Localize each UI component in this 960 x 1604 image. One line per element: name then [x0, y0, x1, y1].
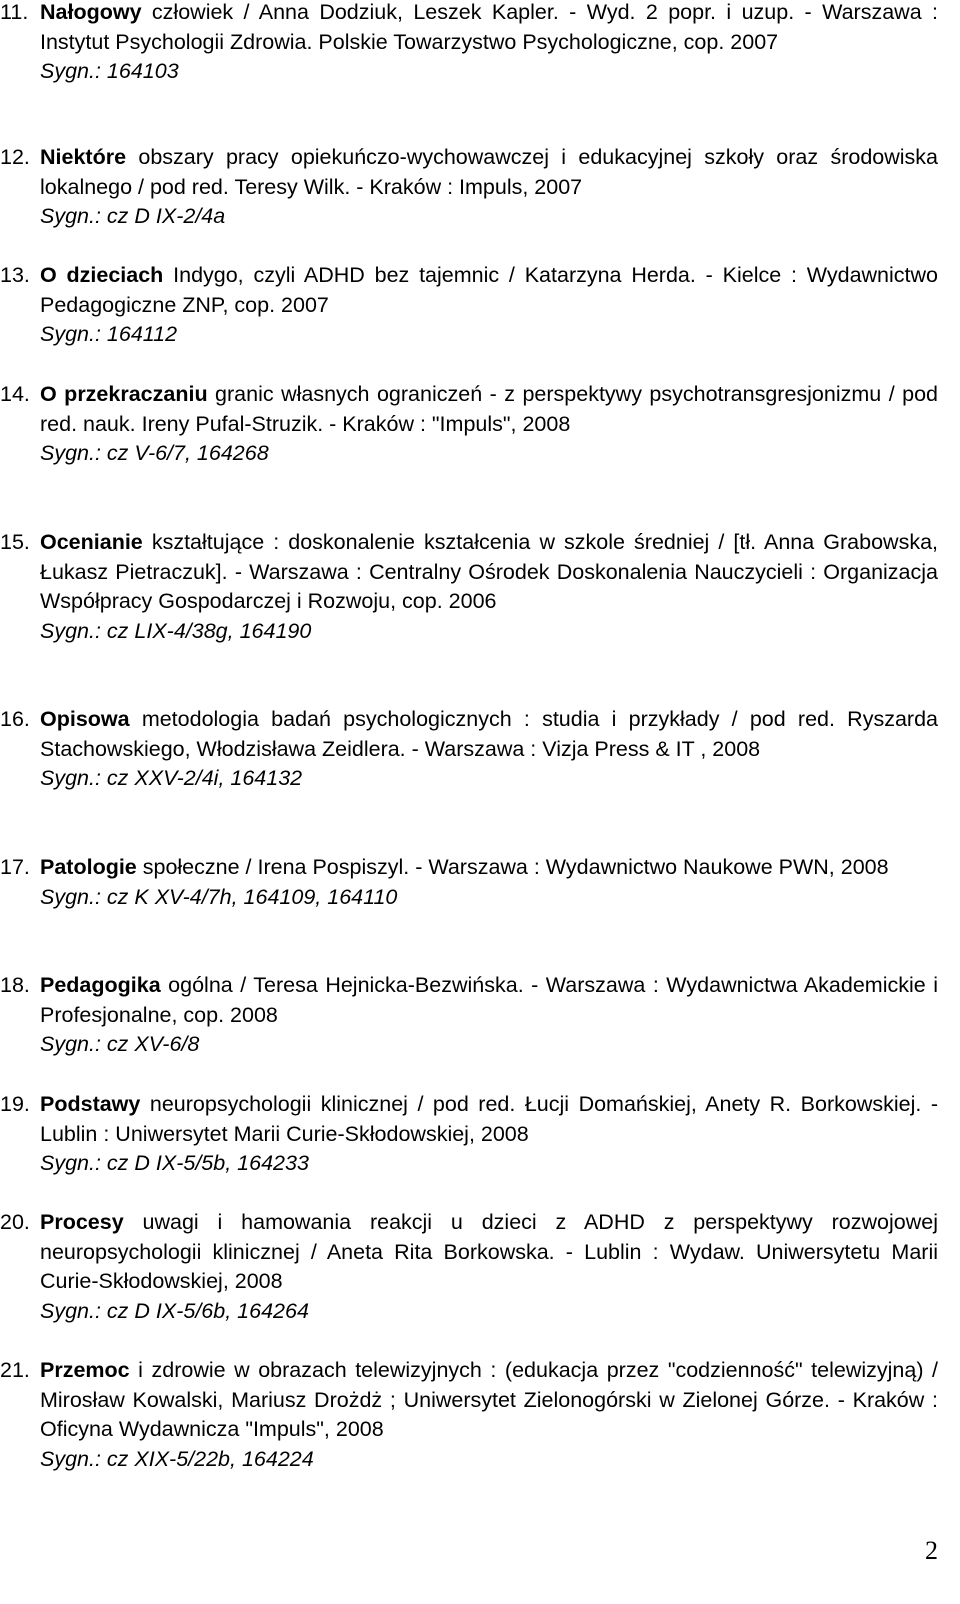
entry-title: Nałogowy [40, 0, 142, 24]
entry-call-number: Sygn.: cz D IX-5/6b, 164264 [40, 1299, 309, 1324]
entry-call-number: Sygn.: cz K XV-4/7h, 164109, 164110 [40, 884, 398, 909]
entry-number: 13. [0, 263, 30, 287]
bibliography-entry-19 [0, 1090, 938, 1179]
entry-number: 11. [0, 0, 29, 24]
entry-text [40, 853, 938, 912]
entry-text [40, 380, 938, 469]
entry-text [40, 705, 938, 794]
entry-title: O przekraczaniu [40, 382, 208, 406]
entry-description: i zdrowie w obrazach telewizyjnych : (edukacja przez "codzienność" telewizyjną) / Mirosław Kowalski, Mariusz Drożdż ; Uniwersytet Zielonogórski w Zielonej Górze. - Kraków : Oficyna Wydawnicza "Impuls", 2008 [40, 1358, 938, 1442]
entry-text [40, 1208, 938, 1327]
entry-number: 15. [0, 530, 30, 554]
entry-number: 19. [0, 1092, 30, 1116]
entry-call-number: Sygn.: cz V-6/7, 164268 [40, 441, 269, 466]
entry-text [40, 1090, 938, 1179]
entry-description: obszary pracy opiekuńczo-wychowawczej i edukacyjnej szkoły oraz środowiska lokalnego / pod red. Teresy Wilk. - Kraków : Impuls, 2007 [40, 145, 938, 199]
bibliography-entry-12 [0, 143, 938, 232]
entry-description: uwagi i hamowania reakcji u dzieci z ADHD z perspektywy rozwojowej neuropsychologii klinicznej / Aneta Rita Borkowska. - Lublin : Wydaw. Uniwersytetu Marii Curie-Skłodowskiej, 2008 [40, 1210, 938, 1294]
entry-description: metodologia badań psychologicznych : studia i przykłady / pod red. Ryszarda Stachowskiego, Włodzisława Zeidlera. - Warszawa : Vizja Press & IT , 2008 [40, 707, 938, 761]
entry-description: Indygo, czyli ADHD bez tajemnic / Katarzyna Herda. - Kielce : Wydawnictwo Pedagogiczne ZNP, cop. 2007 [40, 263, 938, 317]
entry-title: Podstawy [40, 1092, 141, 1116]
bibliography-entry-14 [0, 380, 938, 469]
entry-title: Procesy [40, 1210, 124, 1234]
entry-number: 16. [0, 707, 30, 731]
entry-text [40, 143, 938, 232]
entry-call-number: Sygn.: cz LIX-4/38g, 164190 [40, 619, 312, 644]
entry-text [40, 0, 938, 87]
entry-call-number: Sygn.: 164103 [40, 59, 179, 84]
entry-description: granic własnych ograniczeń - z perspektywy psychotransgresjonizmu / pod red. nauk. Ireny Pufal-Struzik. - Kraków : "Impuls", 2008 [40, 382, 939, 436]
entry-call-number: Sygn.: cz XV-6/8 [40, 1032, 200, 1057]
entry-title: Ocenianie [40, 530, 143, 554]
entry-call-number: Sygn.: cz D IX-5/5b, 164233 [40, 1151, 309, 1176]
entry-number: 20. [0, 1210, 30, 1234]
bibliography-entry-21 [0, 1356, 938, 1475]
entry-number: 12. [0, 145, 30, 169]
entry-title: Patologie [40, 855, 137, 879]
bibliography-entry-16 [0, 705, 938, 794]
entry-description: neuropsychologii klinicznej / pod red. Łucji Domańskiej, Anety R. Borkowskiej. - Lublin : Uniwersytet Marii Curie-Skłodowskiej, 2008 [40, 1092, 938, 1146]
entry-title: Przemoc [40, 1358, 130, 1382]
entry-description: kształtujące : doskonalenie kształcenia w szkole średniej / [tł. Anna Grabowska, Łukasz Pietraczuk]. - Warszawa : Centralny Ośrodek Doskonalenia Nauczycieli : Organizacja Współpracy Gospodarczej i Rozwoju, cop. 2006 [40, 530, 938, 614]
bibliography-entry-11 [0, 0, 938, 87]
entry-number: 17. [0, 855, 30, 879]
entry-description: społeczne / Irena Pospiszyl. - Warszawa : Wydawnictwo Naukowe PWN, 2008 [136, 855, 889, 879]
entry-text [40, 528, 938, 647]
bibliography-entry-18 [0, 971, 938, 1060]
entry-number: 14. [0, 382, 30, 406]
bibliography-entry-15 [0, 528, 938, 647]
entry-title: Opisowa [40, 707, 130, 731]
entry-text [40, 1356, 938, 1475]
entry-number: 21. [0, 1358, 30, 1382]
entry-text [40, 261, 938, 350]
entry-description: człowiek / Anna Dodziuk, Leszek Kapler. - Wyd. 2 popr. i uzup. - Warszawa : Instytut Psychologii Zdrowia. Polskie Towarzystwo Psychologiczne, cop. 2007 [40, 0, 938, 54]
entry-call-number: Sygn.: cz XIX-5/22b, 164224 [40, 1447, 314, 1472]
entry-title: Niektóre [40, 145, 127, 169]
entry-call-number: Sygn.: cz D IX-2/4a [40, 204, 226, 229]
page-number: 2 [925, 1536, 938, 1565]
bibliography-entry-13 [0, 261, 938, 350]
entry-description: ogólna / Teresa Hejnicka-Bezwińska. - Warszawa : Wydawnictwa Akademickie i Profesjonalne, cop. 2008 [40, 973, 938, 1027]
entry-text [40, 971, 938, 1060]
entry-title: O dzieciach [40, 263, 164, 287]
bibliography-entry-17 [0, 853, 938, 912]
entry-call-number: Sygn.: 164112 [40, 322, 178, 347]
entry-call-number: Sygn.: cz XXV-2/4i, 164132 [40, 766, 303, 791]
entry-title: Pedagogika [40, 973, 161, 997]
entry-number: 18. [0, 973, 30, 997]
bibliography-entry-20 [0, 1208, 938, 1327]
